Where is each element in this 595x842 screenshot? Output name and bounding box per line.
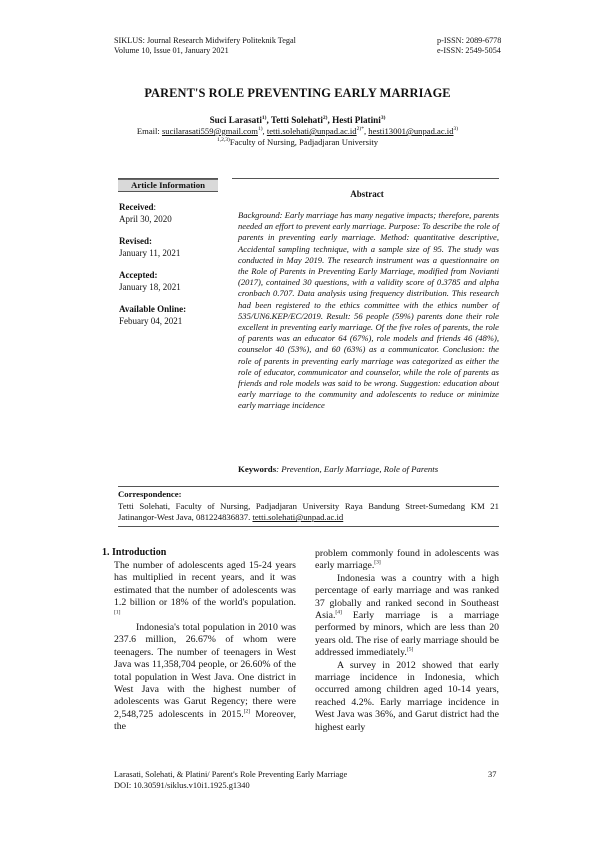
abstract-top-rule — [232, 178, 499, 179]
paragraph: Indonesia was a country with a high percentage of early marriage and was ranked 37 globally and ranked second in Southeast Asia.[4] Early marriage is a marriage performed by minors, which are less than 20 years old. The rise of early marriage should be addressed immediately.[5] — [315, 572, 499, 659]
pissn: p-ISSN: 2089-6778 — [437, 36, 502, 45]
body-column-right — [315, 548, 499, 734]
author-3: , Hesti Platini — [327, 115, 381, 125]
received-label: Received — [119, 202, 154, 212]
author-2: , Tetti Solehati — [266, 115, 323, 125]
received-date: April 30, 2020 — [119, 213, 172, 224]
page-footer — [114, 770, 347, 791]
revised-date: January 11, 2021 — [119, 247, 181, 258]
email-link-1[interactable]: sucilarasati559@gmail.com — [161, 126, 258, 136]
journal-name: SIKLUS: Journal Research Midwifery Politeknik Tegal — [114, 36, 296, 45]
paragraph: A survey in 2012 showed that early marriage incidence in Indonesia, which occurred among children aged 10-14 years, reached 4.2%. Early marriage incidence in West Java was 36%, and Garut district had the highest early — [315, 659, 499, 733]
author-emails: Email: sucilarasati559@gmail.com$^{1)}$, $tetti.solehati@unpad.ac.id^{2)*}$, $hesti13001@unpad.ac.id^{3)}$ $^{1,2,3)}$Faculty of Nursing, Padjadjaran University — [0, 126, 595, 148]
revised-label: Revised: — [119, 236, 152, 246]
body-column-left — [114, 560, 296, 734]
paragraph: Indonesia's total population in 2010 was 237.6 million, 26.67% of whom were teenagers. The number of teenagers in West Java was 11,358,704 people, or 26.60% of the total population in West Java. One district in West Java with the highest number of adolescents was Garut Regency; there were 2,548,725 adolescents in 2015.[2] Moreover, the — [114, 622, 296, 733]
article-info-heading: Article Information — [118, 179, 218, 191]
correspondence-text: Tetti Solehati, Faculty of Nursing, Padjadjaran University Raya Bandung Street-Sumedang KM 21 Jatinangor-West Java, 081224836837. — [118, 500, 499, 522]
correspondence-email-link[interactable]: tetti.solehati@unpad.ac.id — [252, 512, 344, 522]
paragraph: The number of adolescents aged 15-24 years has multiplied in recent years, and it was estimated that the number of adolescents was 1.2 billion or 18% of the world's population. [1] — [114, 560, 296, 616]
eissn: e-ISSN: 2549-5054 — [437, 46, 501, 55]
accepted-date: January 18, 2021 — [119, 281, 181, 292]
correspondence-bottom-rule — [118, 526, 499, 527]
email-link-2[interactable]: tetti.solehati@unpad.ac.id — [266, 126, 357, 136]
abstract-heading: Abstract — [350, 189, 384, 199]
running-header-right — [437, 36, 501, 56]
accepted-label: Accepted: — [119, 270, 158, 280]
keywords — [238, 464, 499, 474]
journal-volume: Volume 10, Issue 01, January 2021 — [114, 46, 229, 55]
keywords-label: Keywords — [238, 464, 277, 474]
correspondence-top-rule — [118, 486, 499, 487]
keywords-list: : Prevention, Early Marriage, Role of Parents — [276, 464, 439, 474]
email-link-3[interactable]: hesti13001@unpad.ac.id — [368, 126, 454, 136]
paper-title: PARENT'S ROLE PREVENTING EARLY MARRIAGE — [144, 86, 451, 100]
correspondence-block — [118, 489, 499, 524]
online-label: Available Online: — [119, 304, 187, 314]
footer-citation: Larasati, Solehati, & Platini/ Parent's Role Preventing Early Marriage — [114, 770, 348, 779]
info-head-rule — [118, 191, 218, 192]
section-heading-introduction: 1. Introduction — [102, 547, 167, 558]
running-header-left — [114, 36, 296, 56]
abstract-text: Background: Early marriage has many negative impacts; therefore, parents needed an effort to prevent early marriage. Purpose: To describe the role of parents in preventing early marriage. Method: quantitative descriptive, Accidental sampling technique, with a sample size of 95. The study was conducted in May 2019. The research instrument was a questionnaire on the Role of Parents in Preventing Early Marriage, modified from Novianti (2017), contained 30 questions, with a validity score of 0.3785 and alpha cronbach 0.707. Data analysis using frequency distribution. This research had been registered to the ethics committee with the ethics number of 535/UN6.KEP/EC/2019. Result: 56 people (59%) parents done their role excellent in preventing early marriage. Of the five roles of parents, the role of parents was an educator 64 (67%), role models and friends 46 (48%), counselor 40 (53%), and 60 (63%) as a communicator. Conclusion: the role of parents in preventing early marriage was categorized as either the role of educator, communicator and counselor, while the role of parents as friends and role models was said to be wrong. Suggestion: education about early marriage to the community and adolescents to reduce or minimize early marriage incidence — [238, 210, 499, 411]
footer-doi: DOI: 10.30591/siklus.v10i1.1925.g1340 — [114, 780, 250, 790]
author-line: Suci Larasati$^{1)}$, Tetti Solehati$^{2)}$, Hesti Platini$^{3)}$ — [209, 114, 386, 125]
author-1: Suci Larasati — [209, 115, 262, 125]
online-date: Febuary 04, 2021 — [119, 315, 183, 326]
article-info-panel: Received: April 30, 2020 Revised: January 11, 2021 Accepted: January 18, 2021 Available Online: Febuary 04, 2021 — [119, 200, 229, 327]
correspondence-label: Correspondence: — [118, 489, 182, 499]
affiliation: $^{1,2,3)}$Faculty of Nursing, Padjadjaran University — [216, 137, 379, 147]
page-number: 37 — [488, 770, 497, 779]
paragraph: problem commonly found in adolescents was early marriage.[3] — [315, 548, 499, 572]
